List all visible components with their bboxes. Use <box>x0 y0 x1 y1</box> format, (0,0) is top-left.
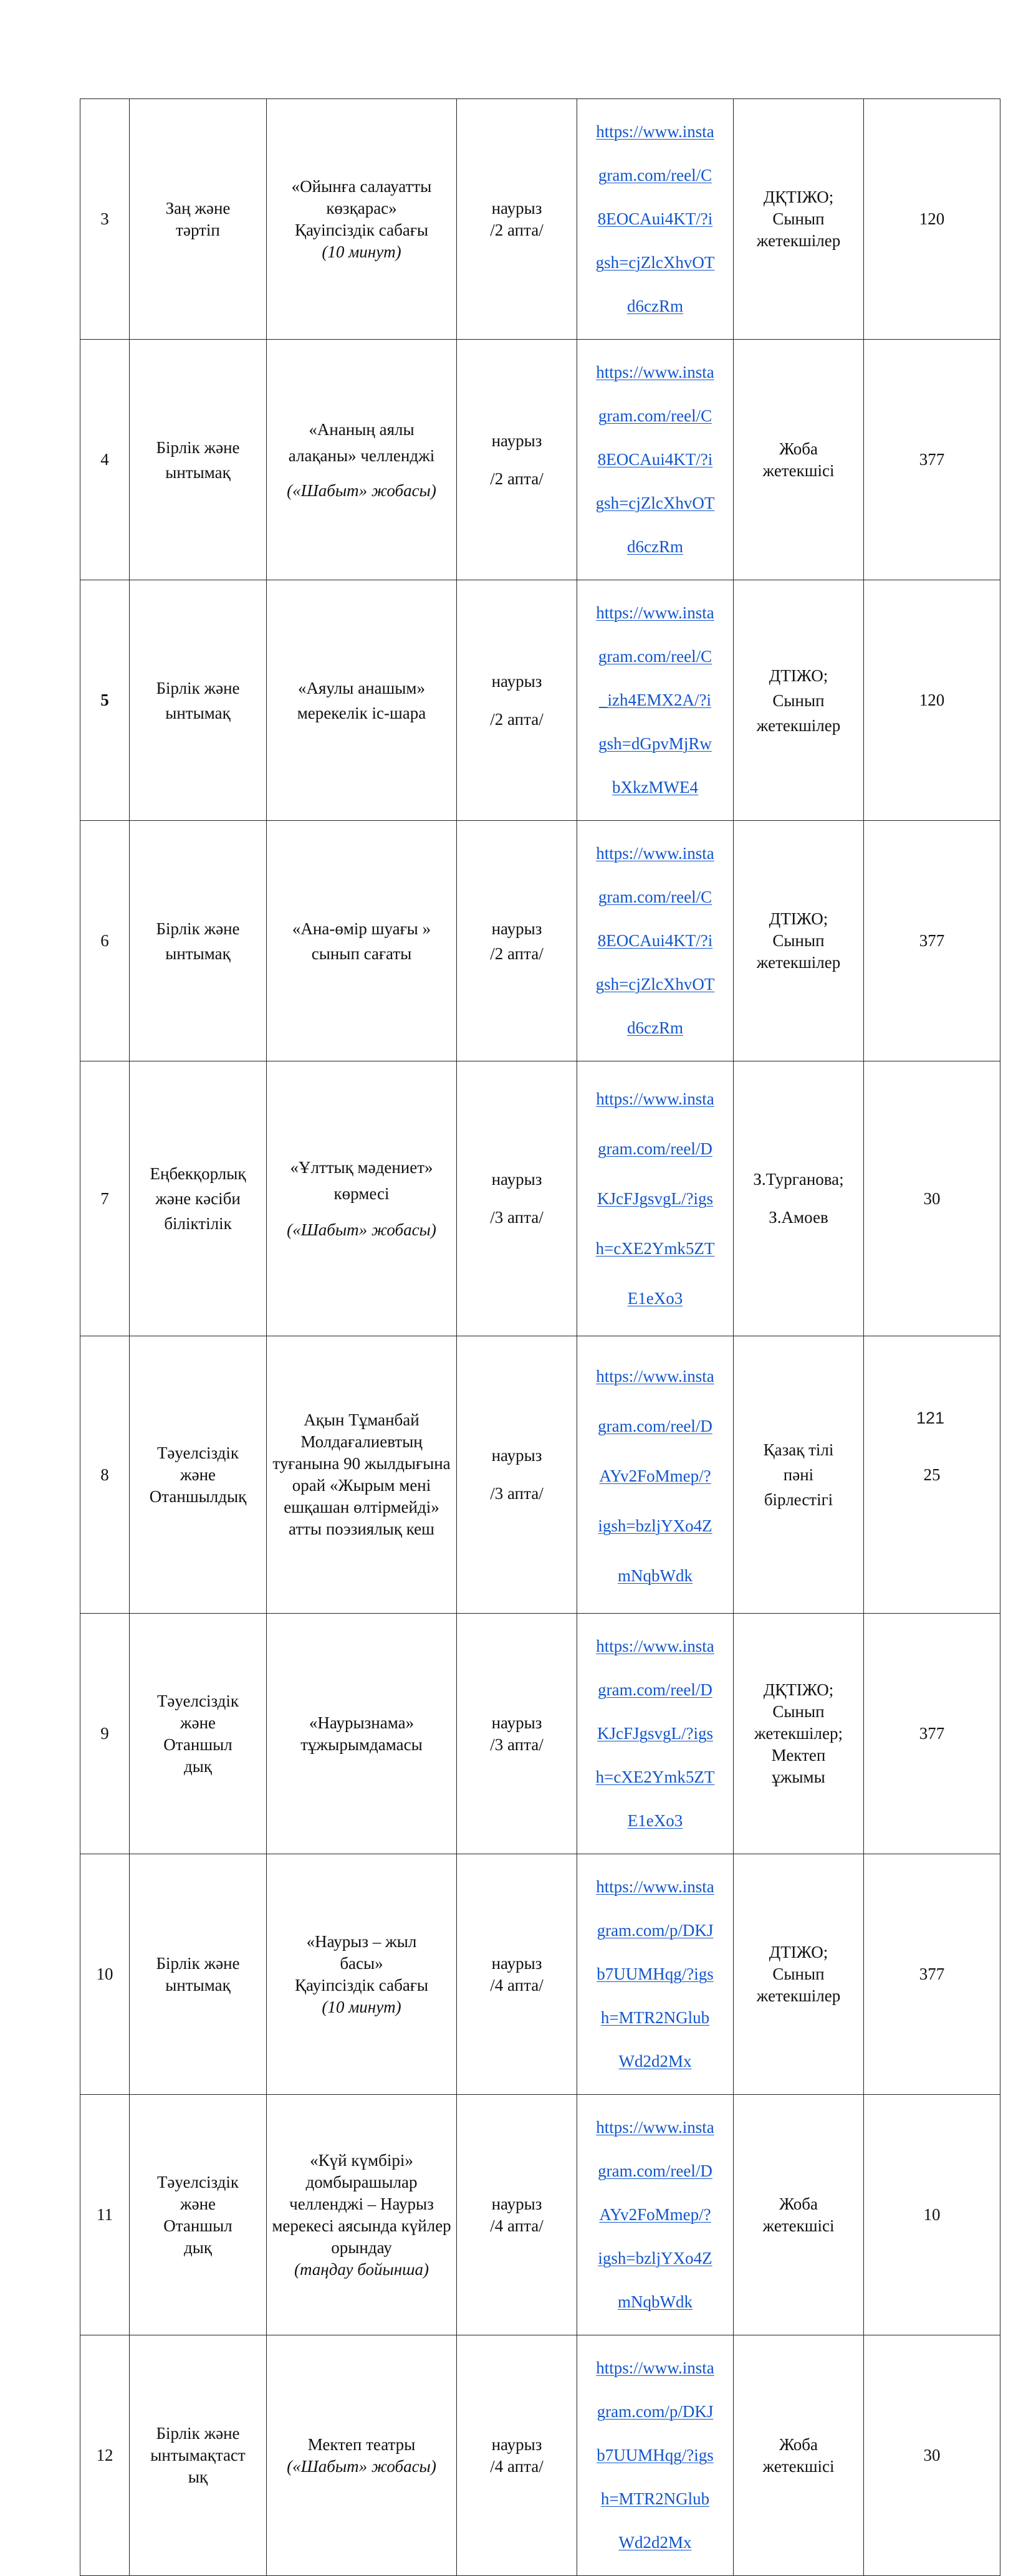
direction-cell: Бірлік және ынтымақ <box>130 1854 267 2095</box>
event-name-cell: Мектеп театры («Шабыт» жобасы) <box>267 2335 457 2576</box>
table-row <box>80 1854 1000 2095</box>
table-row <box>80 340 1000 580</box>
event-name-cell: «Аяулы анашым» мерекелік іс-шара <box>267 580 457 821</box>
responsible-cell: ДТІЖО; Сынып жетекшілер <box>734 580 864 821</box>
participants-count: 377 <box>864 1854 1000 2095</box>
date-cell: наурыз /3 апта/ <box>457 1614 577 1854</box>
date-cell: наурыз /4 апта/ <box>457 1854 577 2095</box>
link-cell <box>577 1614 734 1854</box>
responsible-cell: Жоба жетекшісі <box>734 2335 864 2576</box>
participants-count: 377 <box>864 821 1000 1061</box>
link-cell <box>577 1061 734 1336</box>
link-cell <box>577 580 734 821</box>
event-name-cell: «Ана-өмір шуағы » сынып сағаты <box>267 821 457 1061</box>
date-cell: наурыз /2 апта/ <box>457 821 577 1061</box>
table-row <box>80 580 1000 821</box>
table-row <box>80 1614 1000 1854</box>
participants-count: 120 <box>864 99 1000 340</box>
direction-cell: Тәуелсіздік және Отаншыл дық <box>130 2095 267 2335</box>
instagram-link[interactable]: https://www.insta gram.com/reel/C 8EOCAui4KT/?i gsh=cjZlcXhvOT d6czRm <box>595 122 715 315</box>
events-table <box>80 98 1000 2576</box>
instagram-link[interactable]: https://www.insta gram.com/reel/D KJcFJgsvgL/?igs h=cXE2Ymk5ZT E1eXo3 <box>595 1089 715 1308</box>
event-name-cell: «Ананың аялы алақаны» челленджі («Шабыт» жобасы) <box>267 340 457 580</box>
row-number: 4 <box>80 340 130 580</box>
instagram-link[interactable]: https://www.insta gram.com/reel/D KJcFJgsvgL/?igs h=cXE2Ymk5ZT E1eXo3 <box>595 1637 715 1830</box>
direction-cell: Заң және тәртіп <box>130 99 267 340</box>
instagram-link[interactable]: https://www.insta gram.com/p/DKJ b7UUMHqg/?igs h=MTR2NGlub Wd2d2Mx <box>596 2358 714 2552</box>
date-cell: наурыз /2 апта/ <box>457 580 577 821</box>
link-cell <box>577 1854 734 2095</box>
event-name-cell: «Күй күмбірі» домбырашылар челленджі – Наурыз мерекесі аясында күйлер орындау (таңдау бойынша) <box>267 2095 457 2335</box>
instagram-link[interactable]: https://www.insta gram.com/reel/C 8EOCAui4KT/?i gsh=cjZlcXhvOT d6czRm <box>595 844 715 1037</box>
date-cell: наурыз /4 апта/ <box>457 2095 577 2335</box>
instagram-link[interactable]: https://www.insta gram.com/p/DKJ b7UUMHqg/?igs h=MTR2NGlub Wd2d2Mx <box>596 1877 714 2071</box>
participants-count: 30 <box>864 1061 1000 1336</box>
direction-cell: Тәуелсіздік және Отаншылдық <box>130 1336 267 1614</box>
participants-count: 10 <box>864 2095 1000 2335</box>
date-cell: наурыз /3 апта/ <box>457 1061 577 1336</box>
row-number: 11 <box>80 2095 130 2335</box>
instagram-link[interactable]: https://www.insta gram.com/reel/C 8EOCAui4KT/?i gsh=cjZlcXhvOT d6czRm <box>595 363 715 556</box>
row-number: 6 <box>80 821 130 1061</box>
row-number: 12 <box>80 2335 130 2576</box>
row-number: 3 <box>80 99 130 340</box>
direction-cell: Еңбекқорлық және кәсіби біліктілік <box>130 1061 267 1336</box>
link-cell <box>577 2095 734 2335</box>
responsible-cell: Қазақ тілі пәні бірлестігі <box>734 1336 864 1614</box>
direction-cell: Бірлік және ынтымақтаст ық <box>130 2335 267 2576</box>
instagram-link[interactable]: https://www.insta gram.com/reel/D AYv2FoMmep/? igsh=bzljYXo4Z mNqbWdk <box>596 1367 714 1585</box>
table-row <box>80 821 1000 1061</box>
event-name-cell: «Наурызнама» тұжырымдамасы <box>267 1614 457 1854</box>
responsible-cell: ДТІЖО; Сынып жетекшілер <box>734 821 864 1061</box>
link-cell <box>577 2335 734 2576</box>
date-cell: наурыз /4 апта/ <box>457 2335 577 2576</box>
direction-cell: Бірлік және ынтымақ <box>130 340 267 580</box>
date-cell: наурыз /2 апта/ <box>457 99 577 340</box>
link-cell <box>577 340 734 580</box>
table-row <box>80 99 1000 340</box>
date-cell: наурыз /3 апта/ <box>457 1336 577 1614</box>
participants-count: 377 <box>864 340 1000 580</box>
events-table-body <box>80 99 1000 2576</box>
instagram-link[interactable]: https://www.insta gram.com/reel/D AYv2FoMmep/? igsh=bzljYXo4Z mNqbWdk <box>596 2118 714 2311</box>
direction-cell: Тәуелсіздік және Отаншыл дық <box>130 1614 267 1854</box>
participants-count: 120 <box>864 580 1000 821</box>
table-row <box>80 1336 1000 1614</box>
date-cell: наурыз /2 апта/ <box>457 340 577 580</box>
responsible-cell: ДҚТІЖО; Сынып жетекшілер; Мектеп ұжымы <box>734 1614 864 1854</box>
table-row <box>80 1061 1000 1336</box>
instagram-link[interactable]: https://www.insta gram.com/reel/C _izh4EMX2A/?i gsh=dGpvMjRw bXkzMWE4 <box>596 603 714 797</box>
responsible-cell: ДҚТІЖО; Сынып жетекшілер <box>734 99 864 340</box>
responsible-cell: З.Турганова; З.Амоев <box>734 1061 864 1336</box>
responsible-cell: Жоба жетекшісі <box>734 2095 864 2335</box>
participants-count: 30 <box>864 2335 1000 2576</box>
row-number: 5 <box>80 580 130 821</box>
event-name-cell: «Ойынға салауатты көзқарас» Қауіпсіздік сабағы (10 минут) <box>267 99 457 340</box>
direction-cell: Бірлік және ынтымақ <box>130 580 267 821</box>
link-cell <box>577 821 734 1061</box>
responsible-cell: ДТІЖО; Сынып жетекшілер <box>734 1854 864 2095</box>
responsible-cell: Жоба жетекшісі <box>734 340 864 580</box>
row-number: 7 <box>80 1061 130 1336</box>
link-cell <box>577 99 734 340</box>
page-number: 121 <box>916 1409 945 1427</box>
row-number: 8 <box>80 1336 130 1614</box>
table-row <box>80 2095 1000 2335</box>
participants-count: 25 <box>864 1336 1000 1614</box>
row-number: 9 <box>80 1614 130 1854</box>
direction-cell: Бірлік және ынтымақ <box>130 821 267 1061</box>
event-name-cell: «Наурыз – жыл басы» Қауіпсіздік сабағы (10 минут) <box>267 1854 457 2095</box>
event-name-cell: «Ұлттық мәдениет» көрмесі («Шабыт» жобасы) <box>267 1061 457 1336</box>
row-number: 10 <box>80 1854 130 2095</box>
event-name-cell: Ақын Тұманбай Молдағалиевтың туғанына 90 жылдығына орай «Жырым мені ешқашан өлтірмейді» атты поэзиялық кеш <box>267 1336 457 1614</box>
table-row <box>80 2335 1000 2576</box>
participants-count: 377 <box>864 1614 1000 1854</box>
link-cell <box>577 1336 734 1614</box>
